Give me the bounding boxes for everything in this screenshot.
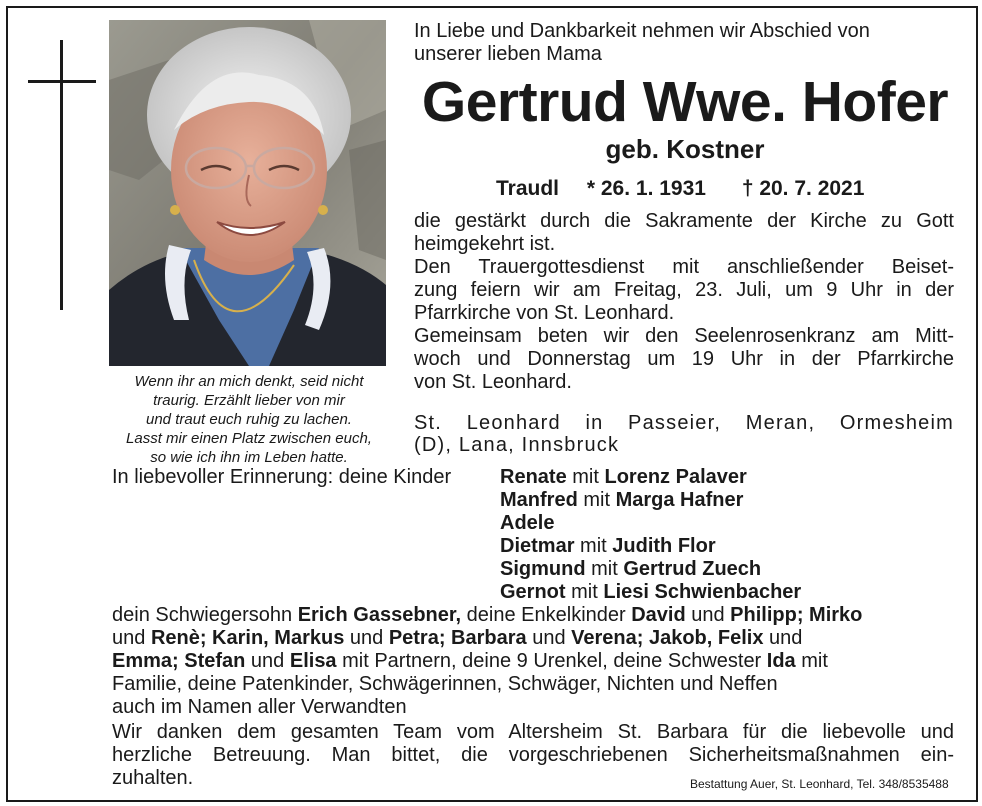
body-line: Den Trauergottesdienst mit anschließender Beiset-	[414, 256, 954, 278]
child-entry	[500, 512, 801, 535]
thanks-line: Wir danken dem gesamten Team vom Altersheim St. Barbara für die liebevolle und	[112, 721, 954, 743]
son-in-law: Erich Gassebner,	[297, 604, 462, 626]
poem-line: so wie ich ihn im Leben hatte.	[150, 449, 348, 466]
grandchild: Petra; Barbara	[388, 627, 527, 649]
relatives-line: auch im Namen aller Verwandten	[112, 696, 407, 718]
thanks-line: zuhalten.	[112, 767, 194, 789]
child-name: Manfred	[500, 489, 578, 511]
child-name: Gernot	[500, 581, 566, 603]
memorial-poem	[108, 372, 390, 467]
relatives-text	[112, 604, 954, 719]
places-line: St. Leonhard in Passeier, Meran, Ormesheim	[414, 412, 954, 434]
text: deine Enkelkinder	[461, 604, 632, 626]
body-line: zung feiern wir am Freitag, 23. Juli, um 9 Uhr in der	[414, 279, 954, 301]
child-partner: Lorenz Palaver	[604, 466, 747, 488]
poem-line: Wenn ihr an mich denkt, seid nicht	[134, 373, 364, 390]
child-partner: Liesi Schwienbacher	[603, 581, 802, 603]
places-list	[414, 412, 954, 456]
intro-line: In Liebe und Dankbarkeit nehmen wir Abschied von	[414, 20, 870, 42]
with-label: mit	[580, 535, 607, 557]
body-line: Pfarrkirche von St. Leonhard.	[414, 302, 675, 324]
with-label: mit	[572, 466, 599, 488]
body-line: woch und Donnerstag um 19 Uhr in der Pfarrkirche	[414, 348, 954, 370]
birth-date: * 26. 1. 1931	[586, 177, 706, 200]
cross-icon-horizontal	[28, 80, 96, 83]
poem-line: und traut euch ruhig zu lachen.	[146, 411, 352, 428]
sister: Ida	[766, 650, 796, 672]
child-entry	[500, 489, 801, 512]
text: und	[526, 627, 572, 649]
child-name: Sigmund	[500, 558, 586, 580]
child-name: Renate	[500, 466, 567, 488]
child-name: Adele	[500, 512, 555, 534]
grandchild: David	[631, 604, 686, 626]
with-label: mit	[591, 558, 618, 580]
thanks-line: herzliche Betreuung. Man bittet, die vorgeschriebenen Sicherheitsmaßnahmen ein-	[112, 744, 954, 766]
child-entry	[500, 466, 801, 489]
text: und	[763, 627, 803, 649]
child-entry	[500, 581, 801, 604]
children-list	[500, 466, 801, 604]
child-entry	[500, 558, 801, 581]
child-partner: Judith Flor	[612, 535, 716, 557]
funeral-home-credit: Bestattung Auer, St. Leonhard, Tel. 348/8535488	[690, 777, 949, 791]
child-entry	[500, 535, 801, 558]
poem-line: Lasst mir einen Platz zwischen euch,	[126, 430, 372, 447]
poem-line: traurig. Erzählt lieber von mir	[153, 392, 345, 409]
relatives-line: Familie, deine Patenkinder, Schwägerinnen, Schwäger, Nichten und Neffen	[112, 673, 778, 695]
child-name: Dietmar	[500, 535, 575, 557]
intro-text	[414, 20, 870, 66]
with-label: mit	[571, 581, 598, 603]
birth-name: geb. Kostner	[605, 134, 765, 164]
deceased-name: Gertrud Wwe. Hofer	[421, 70, 949, 134]
portrait-photo	[109, 20, 386, 366]
grandchild: Renè; Karin, Markus	[150, 627, 345, 649]
life-dates	[496, 176, 864, 202]
places-line: (D), Lana, Innsbruck	[414, 434, 620, 456]
portrait-illustration	[109, 20, 386, 366]
with-label: mit	[583, 489, 611, 511]
intro-line: unserer lieben Mama	[414, 43, 602, 65]
grandchild: Verena; Jakob, Felix	[571, 627, 764, 649]
grandchild: Elisa	[289, 650, 337, 672]
text: und	[112, 627, 151, 649]
child-partner: Marga Hafner	[615, 489, 744, 511]
body-line: von St. Leonhard.	[414, 371, 572, 393]
body-line: heimgekehrt ist.	[414, 233, 556, 255]
text: dein Schwiegersohn	[112, 604, 298, 626]
announcement-text	[414, 210, 954, 394]
relatives-line	[112, 604, 954, 627]
death-date: † 20. 7. 2021	[741, 177, 865, 200]
text: und	[344, 627, 389, 649]
grandchild: Emma; Stefan	[112, 650, 246, 672]
grandchild: Philipp; Mirko	[730, 604, 863, 626]
relatives-line	[112, 650, 954, 673]
relatives-line	[112, 627, 954, 650]
body-line: Gemeinsam beten wir den Seelenrosenkranz am Mitt-	[414, 325, 954, 347]
nickname: Traudl	[496, 177, 560, 200]
child-partner: Gertrud Zuech	[623, 558, 762, 580]
body-line: die gestärkt durch die Sakramente der Kirche zu Gott	[414, 210, 954, 232]
text: und	[685, 604, 731, 626]
text: mit Partnern, deine 9 Urenkel, deine Schwester	[336, 650, 767, 672]
text: und	[245, 650, 290, 672]
family-intro: In liebevoller Erinnerung: deine Kinder	[112, 466, 452, 488]
text: mit	[795, 650, 828, 672]
